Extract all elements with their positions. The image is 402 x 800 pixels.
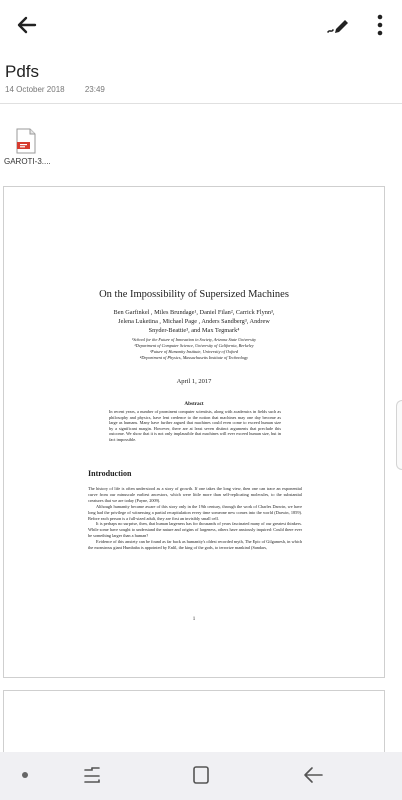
- pen-edit-icon: [326, 12, 352, 38]
- arrow-left-icon: [14, 12, 40, 38]
- affiliation: ²Department of Computer Science, University of California, Berkeley: [134, 343, 254, 348]
- recent-apps-button[interactable]: [82, 765, 102, 785]
- paper-date: April 1, 2017: [176, 378, 212, 385]
- system-nav-bar: [0, 752, 402, 800]
- affiliation: ¹School for the Future of Innovation in Society, Arizona State University: [131, 337, 257, 342]
- nav-back-button[interactable]: [302, 765, 324, 785]
- header-divider: [0, 103, 402, 104]
- pdf-page-content: [4, 187, 384, 677]
- intro-paragraph: Evidence of this anxiety can be found as far back as humanity's oldest recorded myth, The Epic of Gilgamesh, in which the monstrous giant Humbaba is appointed by Enlil, the king of the gods, to terrorize mankind (Sandars,: [88, 539, 302, 551]
- attachment-file-name: GAROTI-3....: [4, 157, 51, 166]
- affiliation: ³Future of Humanity Institute, University of Oxford: [150, 349, 238, 354]
- intro-paragraph: Although humanity became aware of this story only in the 19th century, through the work of Charles Darwin, we have long had the privilege of witnessing a partial recapitulation every time someone new comes into the world (Darwin, 1859). Before each person is a full-sized adult, they are first an invisibly small cell.: [88, 503, 302, 521]
- abstract-text: In recent years, a number of prominent computer scientists, along with academics in fields such as philosophy and physics, have lent credence to the notion that machines may one day become as large as humans. Many have further argued that machines could even come to exceed human size by a significant margin. However, there are at least seven distinct arguments that preclude this outcome. We show that it is not only implausible that machines will ever exceed human size, but in fact impossible.: [109, 409, 281, 442]
- note-date: 14 October 2018: [5, 85, 65, 94]
- nav-back-icon: [302, 765, 324, 785]
- app-toolbar: [0, 0, 402, 50]
- back-button[interactable]: [14, 12, 40, 38]
- edit-button[interactable]: [326, 12, 352, 38]
- pdf-page-preview-next[interactable]: [3, 690, 385, 752]
- intro-paragraph: The history of life is often understood as a story of growth. If one takes the long view, then one can trace an exponential curve from our minuscule earliest ancestors, which were little more than self-replicating molecules, to the substantial creatures that we are today (Payne, 2009).: [88, 486, 302, 503]
- introduction-heading: Introduction: [88, 469, 132, 478]
- authors-line: Snyder-Beattie³, and Max Tegmark⁴: [148, 327, 240, 334]
- more-options-button[interactable]: [370, 12, 390, 38]
- note-title[interactable]: Pdfs: [5, 62, 40, 81]
- pdf-page-preview[interactable]: [3, 186, 385, 678]
- recent-apps-icon: [82, 765, 102, 785]
- nav-dot-icon[interactable]: [22, 772, 28, 778]
- authors-line: Jelena Luketina , Michael Page , Anders Sandberg³, Andrew: [118, 318, 270, 325]
- page-number: 1: [192, 617, 196, 622]
- home-button[interactable]: [192, 765, 210, 785]
- abstract-heading: Abstract: [184, 401, 204, 407]
- note-timestamp: [5, 85, 123, 94]
- affiliation: ⁴Department of Physics, Massachusetts Institute of Technology: [139, 355, 249, 360]
- note-time: 23:49: [84, 85, 105, 94]
- home-icon: [192, 765, 210, 785]
- scroll-handle[interactable]: [396, 400, 402, 470]
- paper-affiliations: [94, 337, 294, 361]
- authors-line: Ben Garfinkel , Miles Brundage¹, Daniel Filan², Carrick Flynn³,: [113, 309, 275, 316]
- pdf-file-icon: [16, 128, 36, 154]
- paper-title: On the Impossibility of Supersized Machines: [99, 289, 289, 300]
- introduction-text: [88, 486, 302, 551]
- pdf-attachment[interactable]: [4, 128, 64, 173]
- more-vertical-icon: [370, 12, 390, 38]
- paper-authors: [74, 308, 314, 335]
- intro-paragraph: It is perhaps no surprise, then, that human largeness has for thousands of years fascinated many of our greatest thinkers. While some have sought to understand the nature and origins of largeness, others have anxiously inquired: Could there ever be something larger than a human?: [88, 521, 302, 539]
